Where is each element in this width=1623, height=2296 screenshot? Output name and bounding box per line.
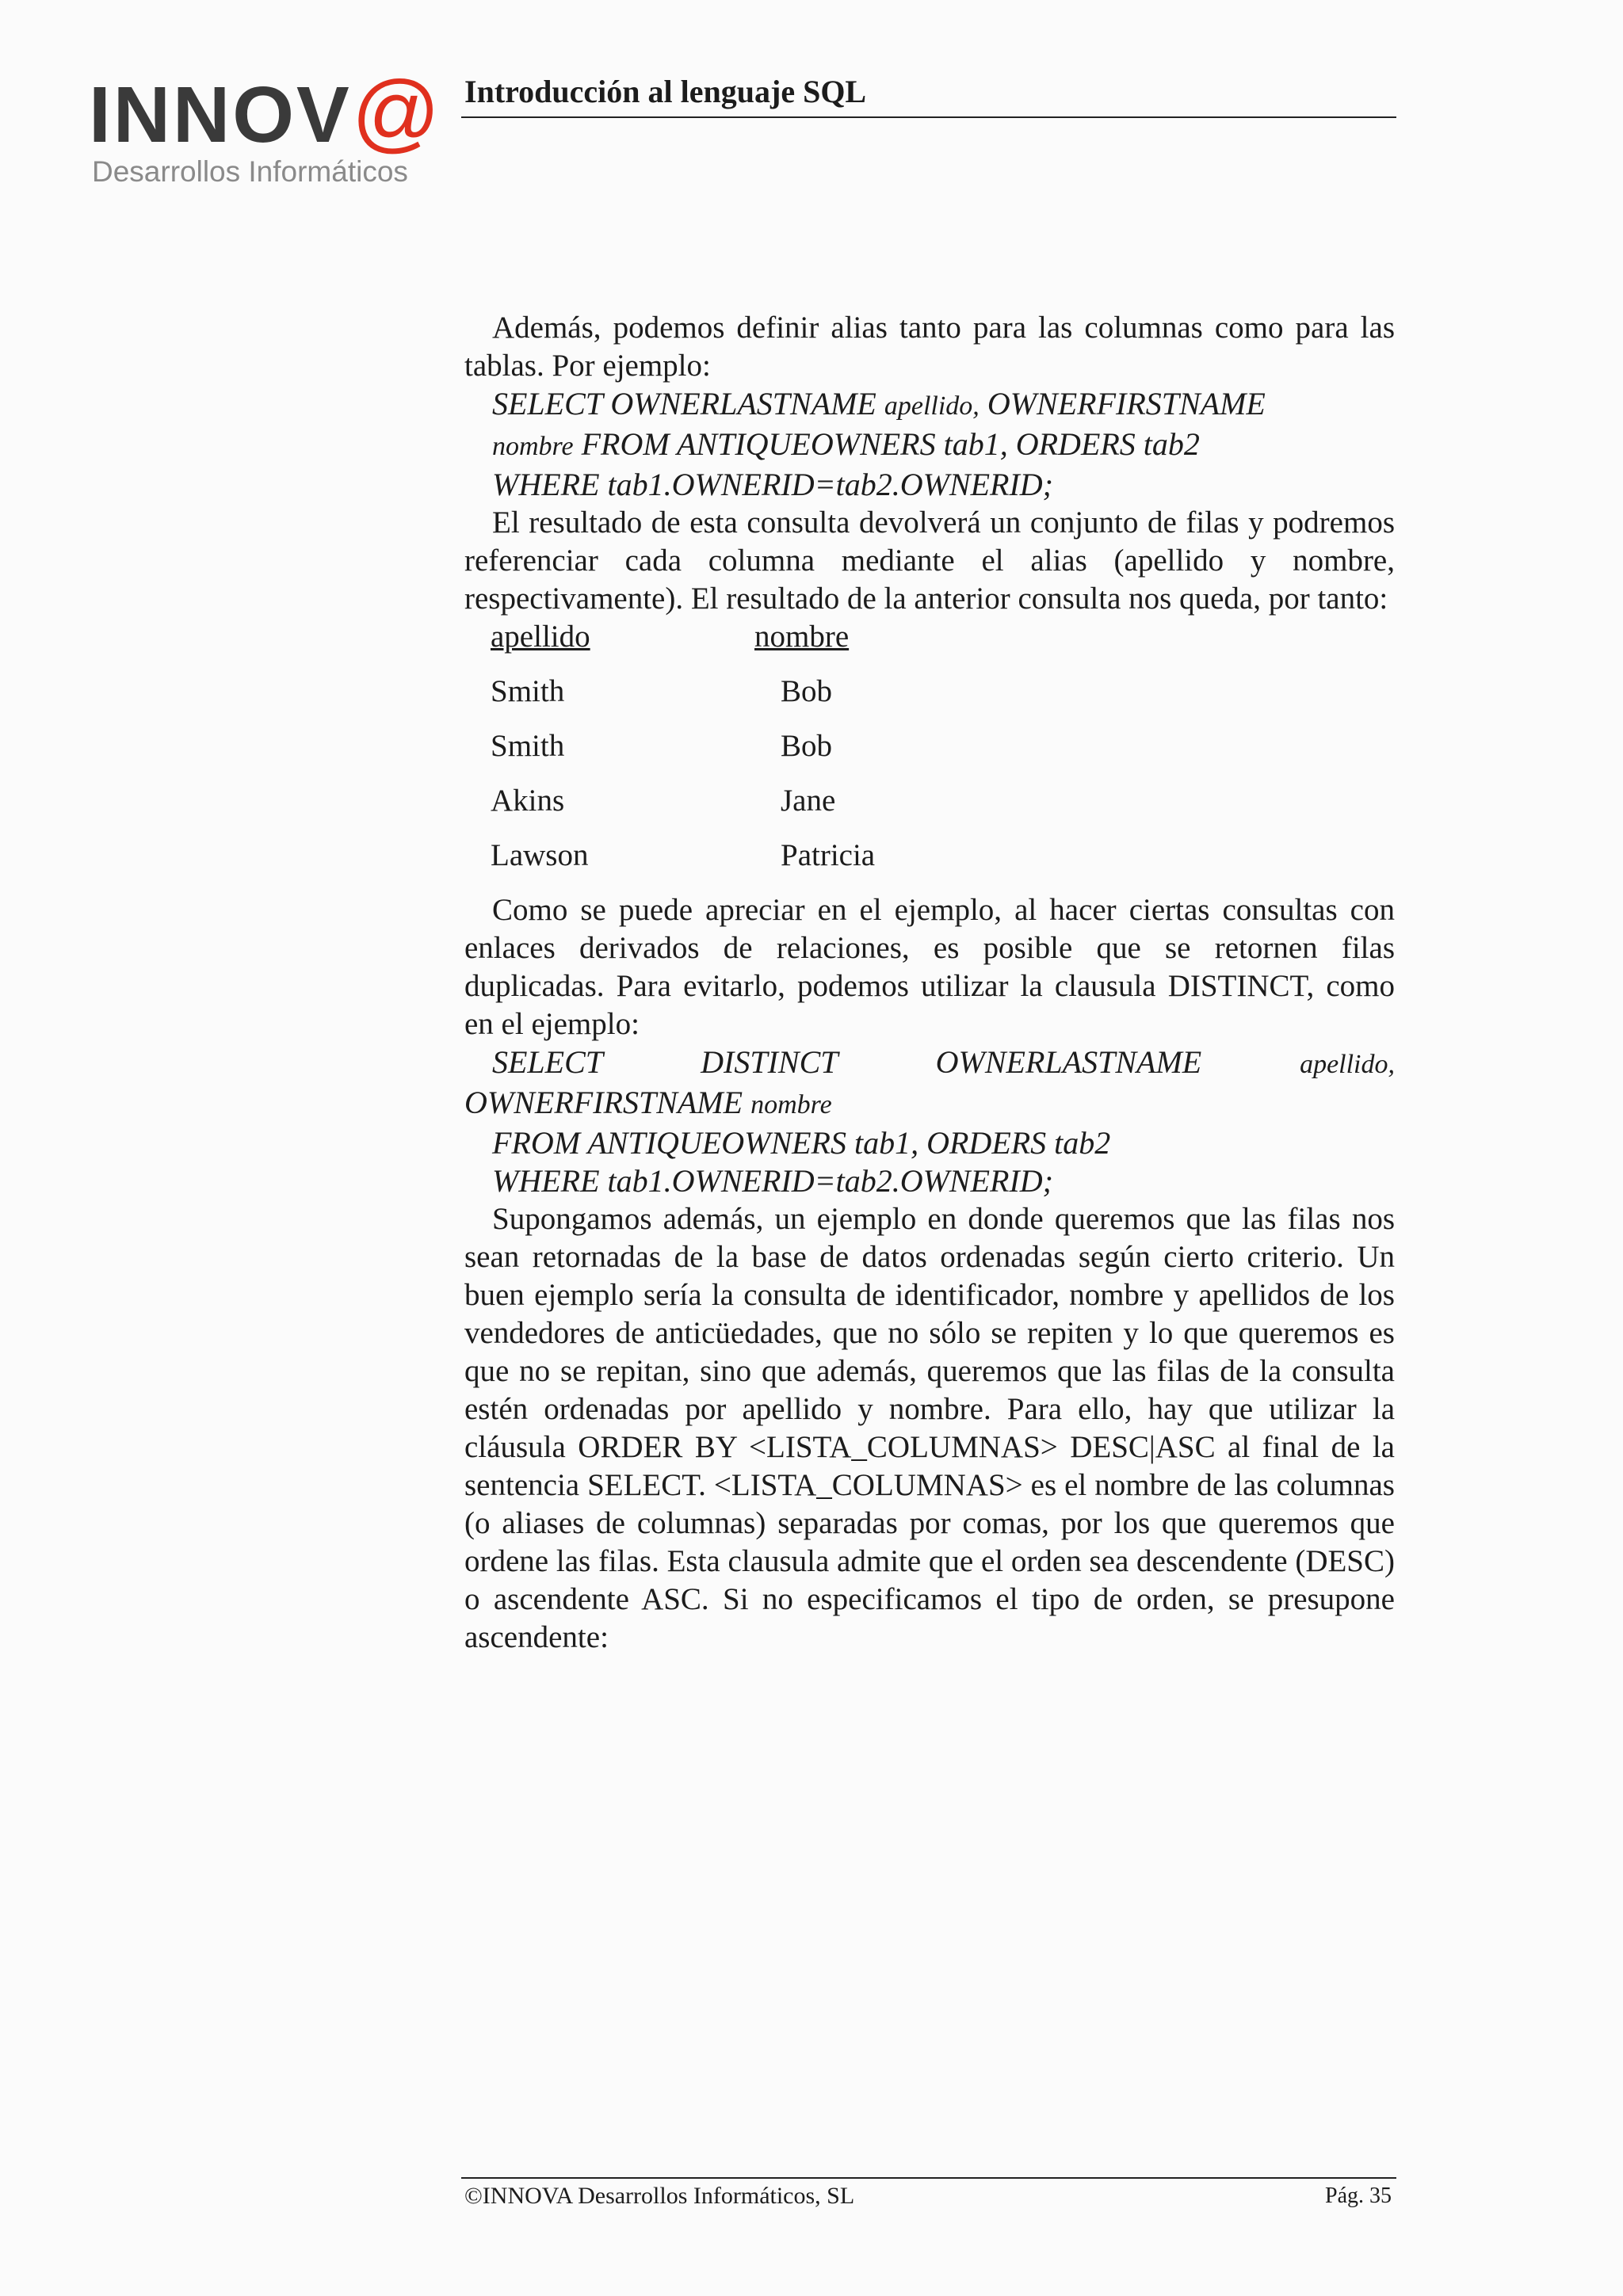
code-example-distinct	[464, 1043, 1395, 1200]
paragraph-alias-intro: Además, podemos definir alias tanto para las columnas como para las tablas. Por ejemplo:	[464, 311, 1395, 383]
code-example-alias	[464, 385, 1395, 504]
column-header-nombre: nombre	[754, 620, 850, 654]
footer-copyright: ©INNOVA Desarrollos Informáticos, SL	[464, 2183, 855, 2209]
page-content	[464, 309, 1395, 1657]
code-text: OWNERFIRSTNAME	[464, 1085, 743, 1120]
header-divider	[461, 116, 1396, 118]
code-line	[464, 425, 1395, 466]
code-alias: apellido,	[1300, 1050, 1395, 1079]
cell-apellido: Smith	[491, 729, 565, 763]
paragraph-result-description: El resultado de esta consulta devolverá un conjunto de filas y podremos referenciar cada columna mediante el alias (apellido y nombre, respectivamente). El resultado de la anterior consulta nos queda, por tanto:	[464, 505, 1395, 616]
table-row	[491, 727, 1395, 765]
logo-subtitle: Desarrollos Informáticos	[92, 155, 408, 188]
paragraph-order-by: Supongamos además, un ejemplo en donde queremos que las filas nos sean retornadas de la base de datos ordenadas según cierto criterio. Un buen ejemplo sería la consulta de identificador, nombre y apellidos de los vendedores de anticüedades, que no sólo se repiten y lo que queremos es que no se repitan, sino que además, queremos que las filas de la consulta estén ordenadas por apellido y nombre. Para ello, hay que utilizar la cláusula ORDER BY <LISTA_COLUMNAS> DESC|ASC al final de la sentencia SELECT. <LISTA_COLUMNAS> es el nombre de las columnas (o aliases de columnas) separadas por comas, por los que queremos que ordene las filas. Esta clausula admite que el orden sea descendente (DESC) o ascendente ASC. Si no especificamos el tipo de orden, se presupone ascendente:	[464, 1202, 1395, 1654]
logo-main-text: INNOV	[89, 71, 352, 159]
logo-wordmark	[89, 63, 443, 161]
code-alias: nombre	[750, 1090, 832, 1119]
table-row	[491, 673, 1395, 711]
code-text: SELECT OWNERLASTNAME	[492, 386, 876, 421]
code-line: FROM ANTIQUEOWNERS tab1, ORDERS tab2	[492, 1125, 1111, 1161]
code-text: FROM ANTIQUEOWNERS tab1, ORDERS tab2	[581, 426, 1200, 462]
result-table	[491, 618, 1395, 875]
code-line	[464, 385, 1395, 425]
table-row	[491, 837, 1395, 875]
cell-apellido: Smith	[491, 674, 565, 708]
page-header-title: Introducción al lenguaje SQL	[464, 74, 867, 109]
cell-apellido: Akins	[491, 784, 565, 818]
result-table-header	[491, 618, 1395, 656]
footer-divider	[461, 2177, 1396, 2179]
code-alias: apellido,	[884, 391, 980, 421]
cell-nombre: Bob	[781, 674, 833, 708]
cell-nombre: Bob	[781, 729, 833, 763]
column-header-apellido: apellido	[491, 620, 590, 654]
cell-nombre: Jane	[781, 784, 836, 818]
table-row	[491, 782, 1395, 820]
logo-at-symbol: @	[351, 63, 443, 161]
code-alias: nombre	[492, 432, 574, 461]
cell-apellido: Lawson	[491, 838, 589, 872]
code-text: OWNERFIRSTNAME	[987, 386, 1266, 421]
cell-nombre: Patricia	[781, 838, 876, 872]
code-line	[464, 1043, 1395, 1124]
code-text: SELECT DISTINCT OWNERLASTNAME	[492, 1044, 1202, 1080]
paragraph-distinct-intro: Como se puede apreciar en el ejemplo, al hacer ciertas consultas con enlaces derivados de relaciones, es posible que se retornen filas duplicadas. Para evitarlo, podemos utilizar la clausula DISTINCT, como en el ejemplo:	[464, 893, 1395, 1041]
page-number: Pág. 35	[1325, 2183, 1392, 2208]
company-logo	[89, 63, 453, 192]
code-line: WHERE tab1.OWNERID=tab2.OWNERID;	[492, 467, 1053, 502]
code-line: WHERE tab1.OWNERID=tab2.OWNERID;	[492, 1163, 1053, 1199]
